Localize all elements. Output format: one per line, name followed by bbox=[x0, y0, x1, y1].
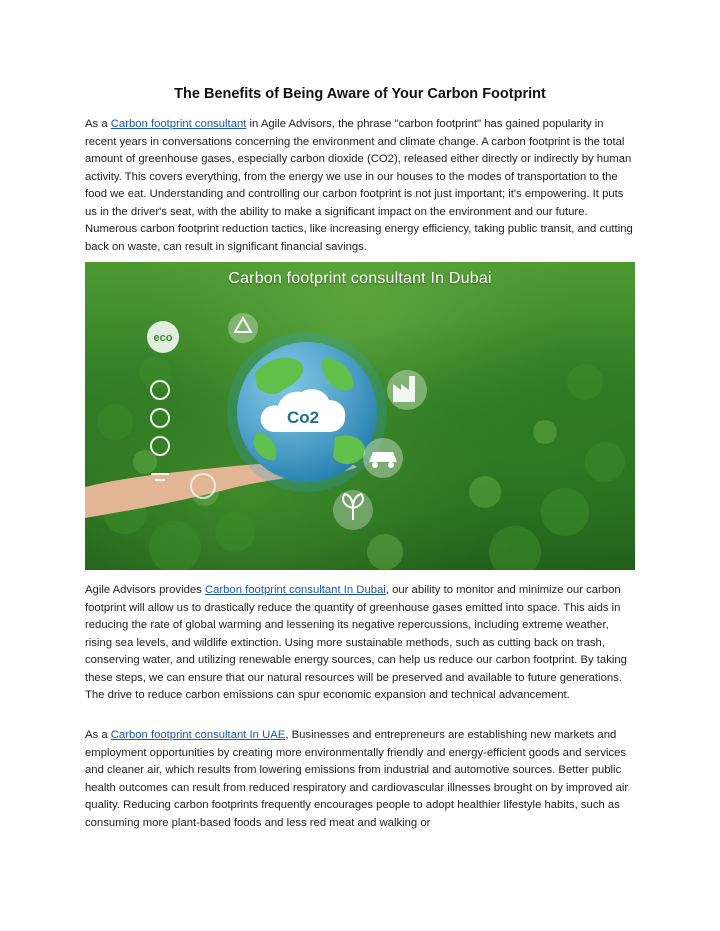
paragraph-text-after: in Agile Advisors, the phrase "carbon footprint" has gained popularity in recent years in conversations concerning the environment and climate change. A carbon footprint is the total amount of greenhouse gases, especially carbon dioxide (CO2), released either directly or indirectly by human activity. This covers everything, from the energy we use in our houses to the modes of transportation to the food we eat. Understanding and controlling our carbon footprint is not just important; it's empowering. It puts us in the driver's seat, with the ability to make a significant impact on the environment and our future. Numerous carbon footprint reduction tactics, like increasing energy efficiency, taking public transit, and cutting back on waste, can result in significant financial savings. bbox=[85, 118, 633, 253]
paragraph-dubai bbox=[85, 582, 637, 705]
car-icon bbox=[363, 438, 403, 478]
plant-sprout-icon bbox=[333, 490, 373, 530]
paragraph-text-before: As a bbox=[85, 729, 111, 741]
recycle-icon bbox=[228, 313, 258, 343]
uae-consultant-link[interactable]: Carbon footprint consultant In UAE bbox=[110, 729, 286, 741]
hero-title: Carbon footprint consultant In Dubai bbox=[228, 270, 492, 287]
eco-label: eco bbox=[153, 332, 173, 344]
dubai-consultant-link[interactable]: Carbon footprint consultant In Dubai bbox=[204, 584, 386, 596]
paragraph-text-after: , Businesses and entrepreneurs are establishing new markets and employment opportunities by creating more environmentally friendly and energy-efficient goods and services and cleaner air, which results from lowering emissions from industrial and automotive sources. Better public health outcomes can result from reduced respiratory and cardiovascular illnesses brought on by improved air quality. Reducing carbon footprints frequently encourages people to adopt healthier lifestyle habits, such as consuming more plant-based foods and less red meat and walking or bbox=[85, 729, 629, 829]
hero-illustration bbox=[85, 262, 635, 570]
paragraph-text-before: As a bbox=[85, 118, 111, 130]
paragraph-intro bbox=[85, 116, 637, 256]
consultant-link[interactable]: Carbon footprint consultant bbox=[110, 118, 247, 130]
factory-icon bbox=[387, 370, 427, 410]
paragraph-text-before: Agile Advisors provides bbox=[85, 584, 205, 596]
hero-image bbox=[85, 262, 635, 570]
paragraph-uae bbox=[85, 727, 637, 832]
co2-label: Co2 bbox=[286, 408, 320, 427]
paragraph-text-after: , our ability to monitor and minimize our carbon footprint will allow us to drastically reduce the quantity of greenhouse gases emitted into space. This aids in reducing the rate of global warming and lessening its negative repercussions, including extreme weather, rising sea levels, and wildlife extinction. Using more sustainable methods, such as cutting back on trash, conserving water, and utilizing renewable energy sources, can help us reduce our carbon footprint. By taking these steps, we can ensure that our natural resources will be preserved and available to future generations. The drive to reduce carbon emissions can spur economic expansion and technical advancement. bbox=[85, 584, 627, 701]
page-title: The Benefits of Being Aware of Your Carbon Footprint bbox=[174, 86, 546, 102]
eco-badge-icon bbox=[147, 321, 179, 353]
